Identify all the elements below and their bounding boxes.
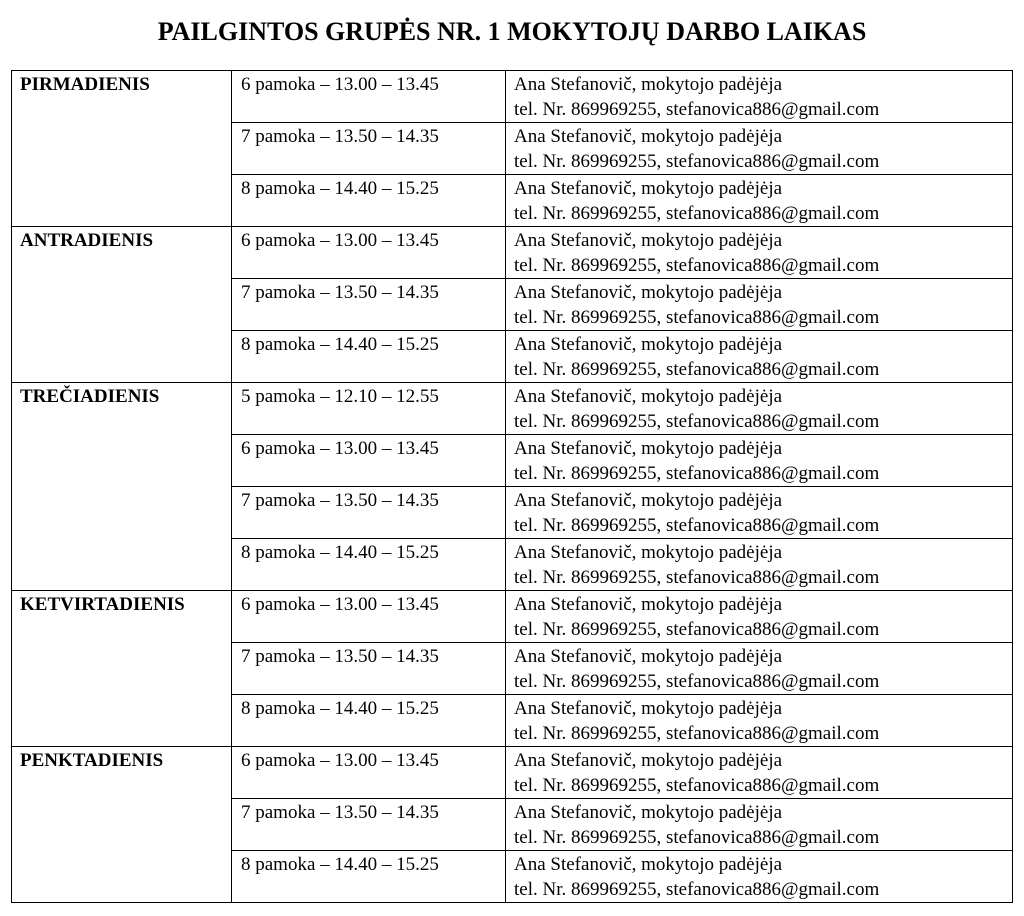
teacher-name: Ana Stefanovič, mokytojo padėjėja — [514, 854, 783, 875]
teacher-name: Ana Stefanovič, mokytojo padėjėja — [514, 178, 783, 199]
teacher-cell — [506, 383, 1013, 435]
teacher-name: Ana Stefanovič, mokytojo padėjėja — [514, 646, 783, 667]
teacher-name: Ana Stefanovič, mokytojo padėjėja — [514, 542, 783, 563]
table-row — [12, 71, 1013, 123]
teacher-cell — [506, 487, 1013, 539]
teacher-cell — [506, 435, 1013, 487]
teacher-name: Ana Stefanovič, mokytojo padėjėja — [514, 594, 783, 615]
teacher-contact: tel. Nr. 869969255, stefanovica886@gmail.com — [514, 515, 880, 536]
period-cell: 6 pamoka – 13.00 – 13.45 — [232, 591, 506, 643]
period-cell: 8 pamoka – 14.40 – 15.25 — [232, 539, 506, 591]
teacher-contact: tel. Nr. 869969255, stefanovica886@gmail.com — [514, 255, 880, 276]
schedule-body — [12, 71, 1013, 903]
schedule-table — [11, 70, 1013, 903]
teacher-contact: tel. Nr. 869969255, stefanovica886@gmail.com — [514, 99, 880, 120]
table-row — [12, 747, 1013, 799]
period-cell: 7 pamoka – 13.50 – 14.35 — [232, 279, 506, 331]
teacher-contact: tel. Nr. 869969255, stefanovica886@gmail.com — [514, 567, 880, 588]
teacher-name: Ana Stefanovič, mokytojo padėjėja — [514, 230, 783, 251]
teacher-contact: tel. Nr. 869969255, stefanovica886@gmail.com — [514, 775, 880, 796]
teacher-contact: tel. Nr. 869969255, stefanovica886@gmail.com — [514, 307, 880, 328]
teacher-contact: tel. Nr. 869969255, stefanovica886@gmail.com — [514, 723, 880, 744]
day-cell: KETVIRTADIENIS — [12, 591, 232, 747]
day-cell: TREČIADIENIS — [12, 383, 232, 591]
teacher-cell — [506, 695, 1013, 747]
period-cell: 6 pamoka – 13.00 – 13.45 — [232, 71, 506, 123]
teacher-name: Ana Stefanovič, mokytojo padėjėja — [514, 750, 783, 771]
teacher-cell — [506, 331, 1013, 383]
table-row — [12, 227, 1013, 279]
teacher-cell — [506, 747, 1013, 799]
teacher-cell — [506, 123, 1013, 175]
day-cell: PENKTADIENIS — [12, 747, 232, 903]
teacher-name: Ana Stefanovič, mokytojo padėjėja — [514, 698, 783, 719]
period-cell: 8 pamoka – 14.40 – 15.25 — [232, 851, 506, 903]
table-row — [12, 383, 1013, 435]
day-cell: PIRMADIENIS — [12, 71, 232, 227]
teacher-name: Ana Stefanovič, mokytojo padėjėja — [514, 74, 783, 95]
period-cell: 6 pamoka – 13.00 – 13.45 — [232, 435, 506, 487]
teacher-cell — [506, 799, 1013, 851]
period-cell: 8 pamoka – 14.40 – 15.25 — [232, 175, 506, 227]
period-cell: 7 pamoka – 13.50 – 14.35 — [232, 643, 506, 695]
teacher-contact: tel. Nr. 869969255, stefanovica886@gmail.com — [514, 151, 880, 172]
teacher-contact: tel. Nr. 869969255, stefanovica886@gmail.com — [514, 671, 880, 692]
period-cell: 8 pamoka – 14.40 – 15.25 — [232, 695, 506, 747]
day-cell: ANTRADIENIS — [12, 227, 232, 383]
teacher-name: Ana Stefanovič, mokytojo padėjėja — [514, 126, 783, 147]
period-cell: 8 pamoka – 14.40 – 15.25 — [232, 331, 506, 383]
teacher-name: Ana Stefanovič, mokytojo padėjėja — [514, 802, 783, 823]
teacher-cell — [506, 71, 1013, 123]
period-cell: 5 pamoka – 12.10 – 12.55 — [232, 383, 506, 435]
teacher-contact: tel. Nr. 869969255, stefanovica886@gmail.com — [514, 463, 880, 484]
teacher-cell — [506, 643, 1013, 695]
teacher-name: Ana Stefanovič, mokytojo padėjėja — [514, 386, 783, 407]
table-row — [12, 591, 1013, 643]
teacher-contact: tel. Nr. 869969255, stefanovica886@gmail.com — [514, 203, 880, 224]
teacher-contact: tel. Nr. 869969255, stefanovica886@gmail.com — [514, 879, 880, 900]
teacher-cell — [506, 279, 1013, 331]
teacher-contact: tel. Nr. 869969255, stefanovica886@gmail.com — [514, 619, 880, 640]
teacher-name: Ana Stefanovič, mokytojo padėjėja — [514, 334, 783, 355]
period-cell: 6 pamoka – 13.00 – 13.45 — [232, 227, 506, 279]
teacher-cell — [506, 539, 1013, 591]
period-cell: 7 pamoka – 13.50 – 14.35 — [232, 799, 506, 851]
period-cell: 7 pamoka – 13.50 – 14.35 — [232, 487, 506, 539]
teacher-name: Ana Stefanovič, mokytojo padėjėja — [514, 438, 783, 459]
teacher-cell — [506, 175, 1013, 227]
teacher-contact: tel. Nr. 869969255, stefanovica886@gmail.com — [514, 827, 880, 848]
teacher-name: Ana Stefanovič, mokytojo padėjėja — [514, 490, 783, 511]
teacher-contact: tel. Nr. 869969255, stefanovica886@gmail.com — [514, 411, 880, 432]
teacher-cell — [506, 851, 1013, 903]
teacher-cell — [506, 227, 1013, 279]
period-cell: 6 pamoka – 13.00 – 13.45 — [232, 747, 506, 799]
page-title: PAILGINTOS GRUPĖS NR. 1 MOKYTOJŲ DARBO LAIKAS — [157, 17, 867, 46]
period-cell: 7 pamoka – 13.50 – 14.35 — [232, 123, 506, 175]
teacher-cell — [506, 591, 1013, 643]
teacher-contact: tel. Nr. 869969255, stefanovica886@gmail.com — [514, 359, 880, 380]
teacher-name: Ana Stefanovič, mokytojo padėjėja — [514, 282, 783, 303]
